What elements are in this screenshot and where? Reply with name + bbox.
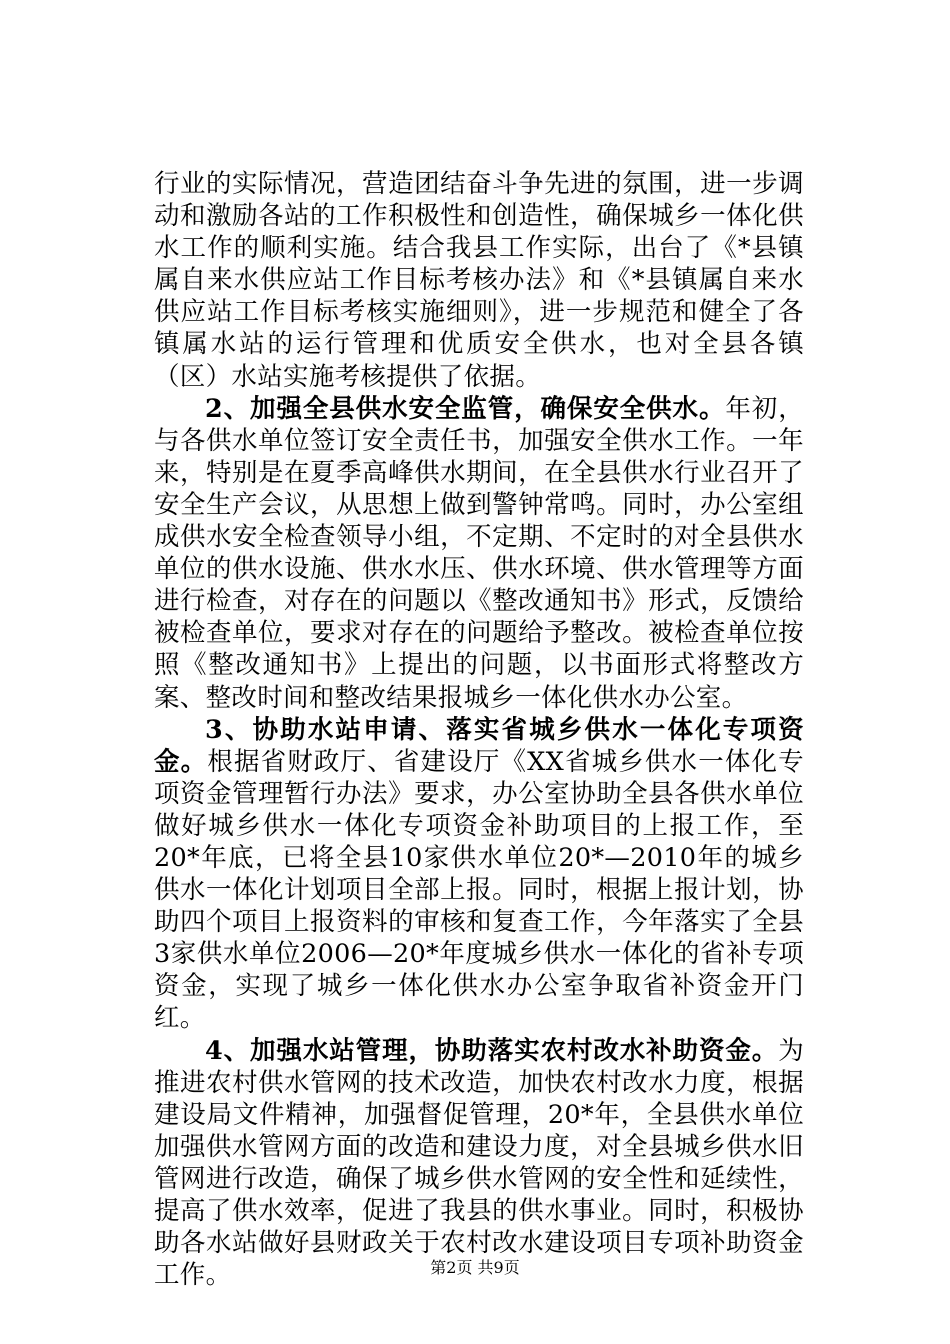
paragraph-3 [154, 714, 804, 1035]
paragraph-text: 年初，与各供水单位签订安全责任书，加强安全供水工作。一年来，特别是在夏季高峰供水期间，在全县供水行业召开了安全生产会议，从思想上做到警钟常鸣。同时，办公室组成供水安全检查领导小组，不定期、不定时的对全县供水单位的供水设施、供水水压、供水环境、供水管理等方面进行检查，对存在的问题以《整改通知书》形式，反馈给被检查单位，要求对存在的问题给予整改。被检查单位按照《整改通知书》上提出的问题，以书面形式将整改方案、整改时间和整改结果报城乡一体化供水办公室。 [154, 393, 804, 713]
paragraph-heading: 3、协助水站申请、落实省城乡供水一体化专项资金。 [154, 714, 804, 777]
page-number: 第2页 共9页 [430, 1258, 520, 1277]
paragraph-text: 行业的实际情况，营造团结奋斗争先进的氛围，进一步调动和激励各站的工作积极性和创造性，确保城乡一体化供水工作的顺利实施。结合我县工作实际，出台了《*县镇属自来水供应站工作目标考核办法》和《*县镇属自来水供应站工作目标考核实施细则》，进一步规范和健全了各镇属水站的运行管理和优质安全供水，也对全县各镇（区）水站实施考核提供了依据。 [154, 169, 804, 392]
document-body [154, 168, 804, 1291]
paragraph-text: 为推进农村供水管网的技术改造，加快农村改水力度，根据建设局文件精神，加强督促管理，20*年，全县供水单位加强供水管网方面的改造和建设力度，对全县城乡供水旧管网进行改造，确保了城乡供水管网的安全性和延续性，提高了供水效率，促进了我县的供水事业。同时，积极协助各水站做好县财政关于农村改水建设项目专项补助资金工作。 [154, 1035, 804, 1291]
paragraph-heading: 4、加强水站管理，协助落实农村改水补助资金。 [205, 1035, 779, 1066]
paragraph-1 [154, 168, 804, 393]
paragraph-4 [154, 1035, 804, 1292]
paragraph-text: 根据省财政厅、省建设厅《XX省城乡供水一体化专项资金管理暂行办法》要求，办公室协助全县各供水单位做好城乡供水一体化专项资金补助项目的上报工作，至20*年底，已将全县10家供水单位20*—2010年的城乡供水一体化计划项目全部上报。同时，根据上报计划，协助四个项目上报资料的审核和复查工作，今年落实了全县3家供水单位2006—20*年度城乡供水一体化的省补专项资金，实现了城乡一体化供水办公室争取省补资金开门红。 [154, 746, 804, 1034]
paragraph-2 [154, 393, 804, 714]
page-footer [0, 1258, 950, 1278]
paragraph-heading: 2、加强全县供水安全监管，确保安全供水。 [205, 393, 726, 424]
